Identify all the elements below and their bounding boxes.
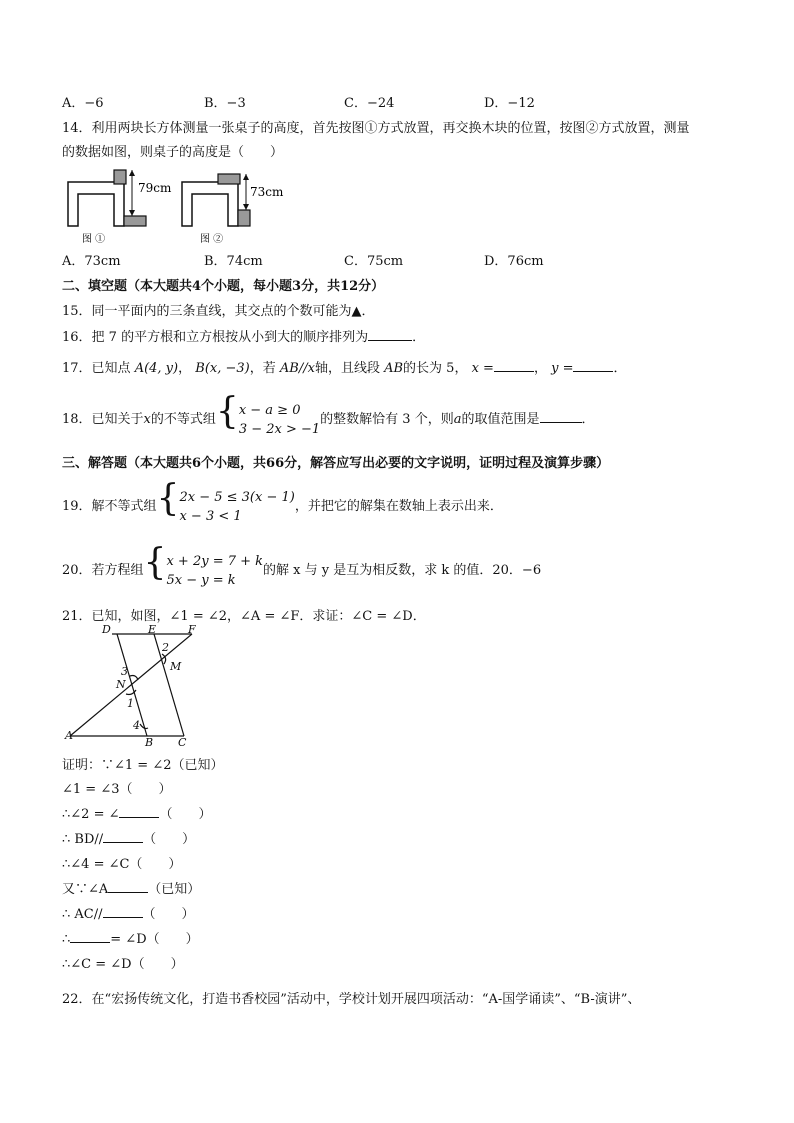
proof-3-pre: ∴∠2 = ∠ [62, 807, 120, 822]
q14-option-c: C．75cm [344, 254, 404, 269]
q13-option-d: D．−12 [484, 96, 535, 111]
proof-6-blank[interactable] [108, 880, 148, 893]
fig-label-2: 2 [162, 641, 169, 654]
q20-brace: { [143, 542, 167, 583]
q20-post: 的解 x 与 y 是互为相反数，求 k 的值．20．−6 [263, 563, 542, 578]
q17-x-blank[interactable] [494, 359, 534, 372]
table-figure-2 [182, 182, 238, 226]
table-figure-1 [68, 182, 124, 226]
q18-var: x [143, 412, 151, 427]
q17-y-eq: y = [551, 361, 574, 376]
q17-seg: AB [384, 361, 404, 376]
q18-answer-blank[interactable] [540, 410, 582, 423]
q13-option-c: C．−24 [344, 96, 395, 111]
q19-ineq-2: x − 3 < 1 [179, 508, 242, 524]
q16-post: ． [412, 330, 426, 345]
block-tall-fig1 [114, 170, 126, 184]
block-flat-fig1 [124, 216, 146, 226]
q17 [62, 357, 627, 376]
q18 [62, 391, 595, 439]
fig-label-3: 3 [121, 665, 128, 678]
proof-line-5 [62, 853, 181, 872]
q17-pre: 17．已知点 [62, 361, 131, 376]
fig-label-1: 1 [127, 697, 134, 710]
q18-brace: { [215, 391, 239, 432]
q18-mid2: 的整数解恰有 3 个，则 [320, 412, 454, 427]
proof-4-post: （ ） [143, 832, 196, 847]
q21-figure [62, 624, 212, 752]
q17-sep2: ， [533, 361, 547, 376]
proof-8-blank[interactable] [70, 930, 110, 943]
fig-label-f: F [188, 623, 196, 636]
q14-figure [62, 164, 302, 246]
proof-8-post: = ∠D（ ） [110, 932, 199, 947]
q14-option-d: D．76cm [484, 254, 544, 269]
block-flat-fig2 [218, 174, 240, 184]
proof-7-post: （ ） [142, 907, 195, 922]
fig2-label: 图 ② [200, 234, 224, 245]
q18-end: ． [581, 412, 595, 427]
q22-text: 22．在“宏扬传统文化，打造书香校园”活动中，学校计划开展四项活动：“A-国学诵读”、“B-演讲”、 [62, 992, 641, 1007]
q17-mid3: 的长为 5， [403, 361, 468, 376]
q16-pre: 16．把 7 的平方根和立方根按从小到大的顺序排列为 [62, 330, 369, 345]
proof-7-blank[interactable] [103, 905, 143, 918]
fig1-measure: 79cm [138, 181, 172, 195]
q17-x-eq: x = [471, 361, 494, 376]
line-af [70, 634, 192, 736]
proof-line-8 [62, 928, 199, 947]
proof-4-pre: ∴ BD// [62, 832, 104, 847]
fig-label-b: B [145, 736, 154, 749]
q13-option-a: A．−6 [62, 96, 104, 111]
q13-option-b: B．−3 [204, 96, 246, 111]
q17-sep1: ， [178, 361, 192, 376]
fig1-label: 图 ① [82, 234, 106, 245]
q16-answer-blank[interactable] [368, 328, 412, 341]
q17-y-blank[interactable] [573, 359, 613, 372]
q18-pre: 18．已知关于 [62, 412, 144, 427]
q18-var2: a [453, 412, 462, 427]
q20 [62, 542, 542, 590]
line-ec [154, 634, 184, 736]
q15-text: 15．同一平面内的三条直线，其交点的个数可能为▲． [62, 304, 375, 319]
q20-eq-2: 5x − y = k [166, 572, 236, 588]
q19-ineq-1: 2x − 5 ≤ 3(x − 1) [179, 489, 295, 505]
proof-line-2 [62, 778, 172, 797]
q17-cond: AB//x [279, 361, 315, 376]
proof-3-post: （ ） [159, 807, 212, 822]
proof-line-4 [62, 828, 195, 847]
q18-ineq-2: 3 − 2x > −1 [238, 421, 321, 437]
q14-option-a: A．73cm [62, 254, 121, 269]
proof-3-blank[interactable] [119, 805, 159, 818]
proof-9-text: ∴∠C = ∠D（ ） [62, 957, 184, 972]
proof-7-pre: ∴ AC// [62, 907, 103, 922]
fig-label-4: 4 [133, 719, 140, 732]
proof-line-9 [62, 953, 184, 972]
q18-mid: 的不等式组 [150, 412, 216, 427]
proof-line-6 [62, 878, 200, 897]
q19-system [179, 488, 294, 526]
q19-post: ，并把它的解集在数轴上表示出来． [294, 499, 503, 514]
q20-pre: 20．若方程组 [62, 563, 144, 578]
q19-brace: { [156, 478, 180, 519]
q18-ineq-1: x − a ≥ 0 [238, 402, 301, 418]
proof-line-7 [62, 903, 195, 922]
fig-label-n: N [116, 678, 126, 691]
q21-statement: 21．已知，如图，∠1 = ∠2，∠A = ∠F．求证：∠C = ∠D． [62, 609, 426, 624]
proof-6-post: （已知） [148, 882, 201, 897]
q14-line-1: 14．利用两块长方体测量一张桌子的高度，首先按图①方式放置，再交换木块的位置，按图②方式放置，测量 [62, 121, 690, 136]
q17-end: ． [613, 361, 627, 376]
q19 [62, 478, 503, 526]
proof-8-pre: ∴ [62, 932, 71, 947]
q18-post: 的取值范围是 [461, 412, 540, 427]
q14-line-2: 的数据如图，则桌子的高度是（ ） [62, 145, 284, 160]
fig2-measure: 73cm [250, 185, 284, 199]
proof-1-text: 证明：∵∠1 = ∠2（已知） [62, 758, 224, 773]
section-2-heading: 二、填空题（本大题共4个小题，每小题3分，共12分） [62, 279, 385, 294]
q20-eq-1: x + 2y = 7 + k [166, 553, 264, 569]
block-tall-fig2 [238, 210, 250, 226]
proof-6-pre: 又∵∠A [62, 882, 109, 897]
section-3-heading: 三、解答题（本大题共6个小题，共66分，解答应写出必要的文字说明，证明过程及演算步骤） [62, 456, 610, 471]
fig-label-d: D [102, 623, 111, 636]
q17-mid2: 轴，且线段 [314, 361, 380, 376]
q17-point-a: A(4, y) [134, 361, 179, 376]
proof-2-text: ∠1 = ∠3（ ） [62, 782, 172, 797]
q14-option-b: B．74cm [204, 254, 263, 269]
fig-label-a: A [65, 729, 73, 742]
fig-label-c: C [178, 736, 187, 749]
proof-line-1 [62, 754, 224, 773]
proof-5-text: ∴∠4 = ∠C（ ） [62, 857, 182, 872]
arc-3 [130, 676, 138, 681]
proof-line-3 [62, 803, 212, 822]
fig-label-m: M [170, 660, 182, 673]
fig-label-e: E [148, 623, 157, 636]
q17-point-b: B(x, −3) [195, 361, 250, 376]
q19-pre: 19．解不等式组 [62, 499, 157, 514]
q18-system [239, 401, 320, 439]
proof-4-blank[interactable] [103, 830, 143, 843]
q20-system [166, 552, 263, 590]
q17-mid: ，若 [249, 361, 276, 376]
q16 [62, 326, 425, 345]
